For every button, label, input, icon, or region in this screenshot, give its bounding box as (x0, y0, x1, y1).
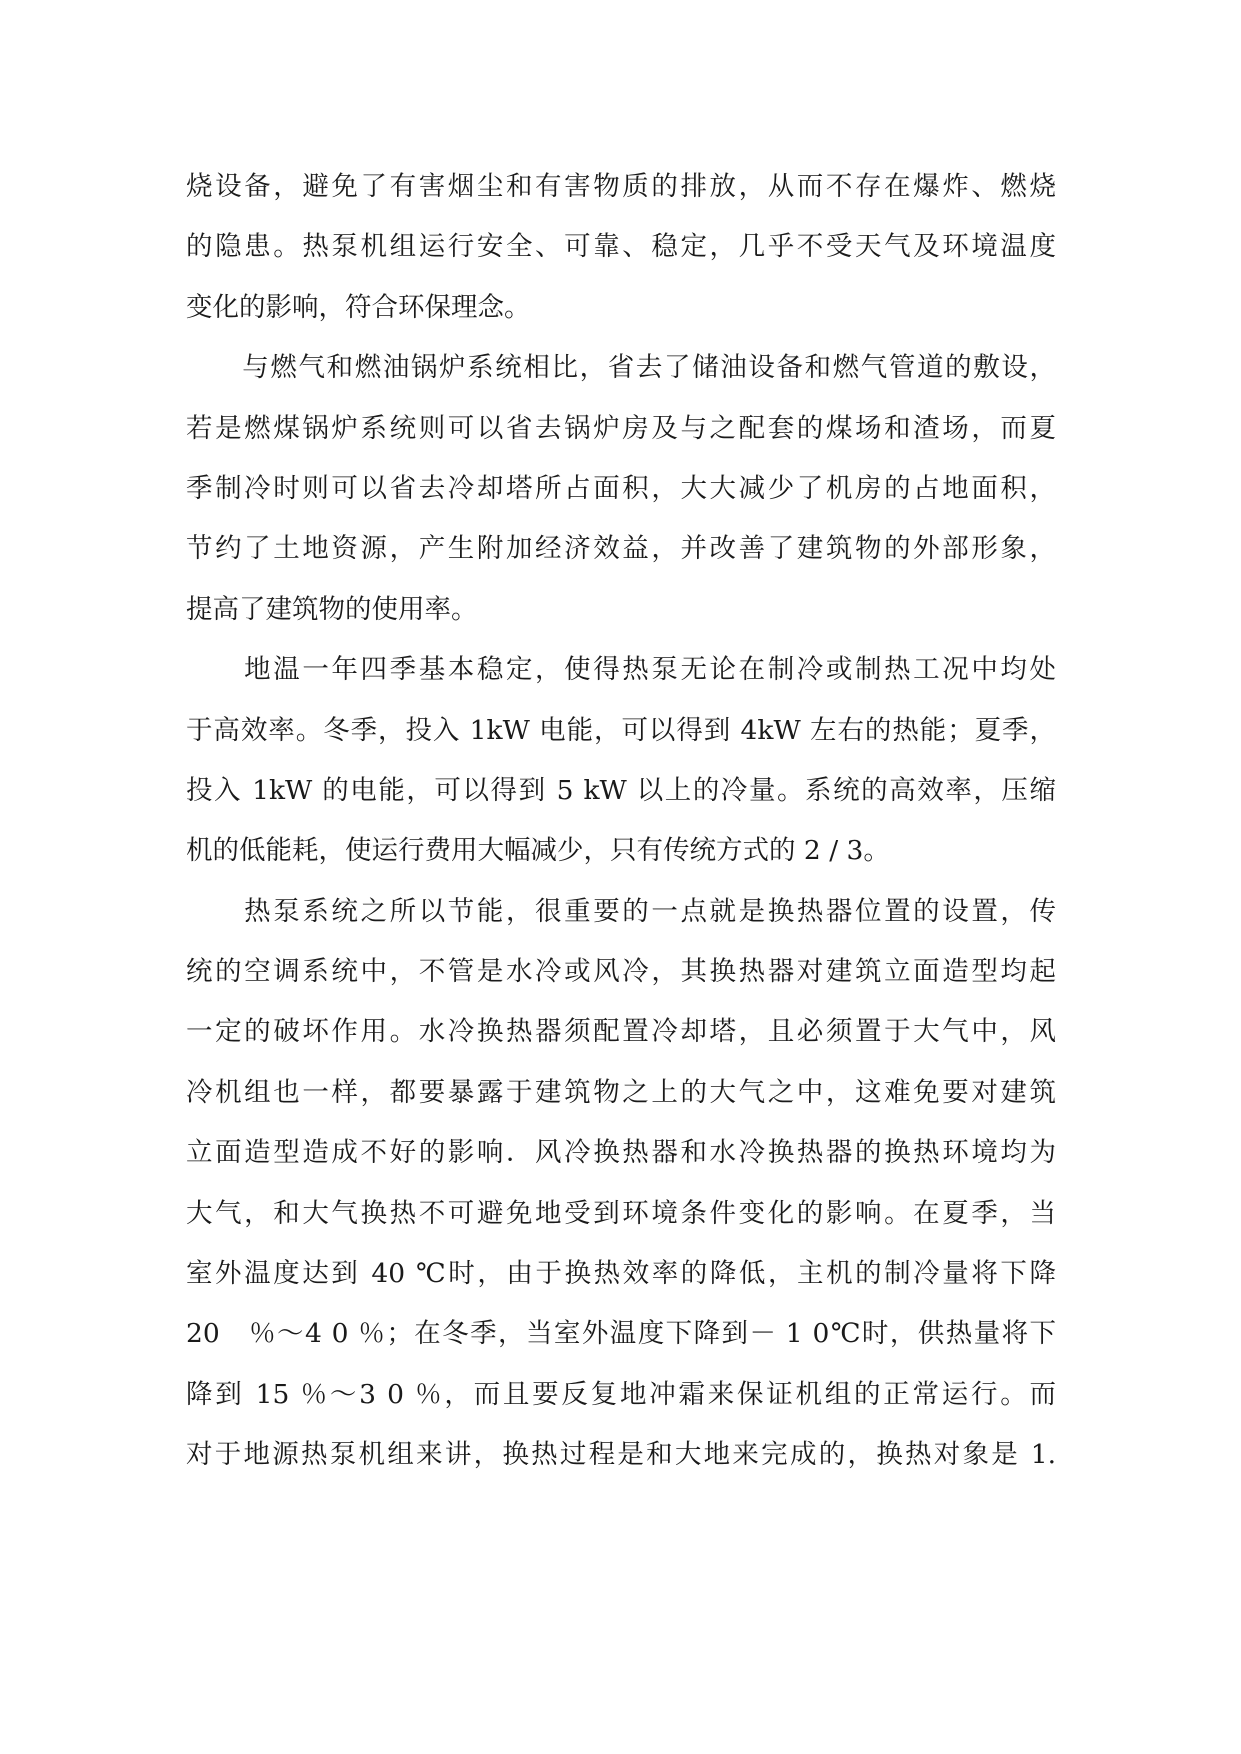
paragraph-4 (186, 882, 1056, 1486)
text-line: 烧设备，避免了有害烟尘和有害物质的排放，从而不存在爆炸、燃烧 (186, 171, 1056, 202)
paragraph-1 (186, 157, 1056, 338)
document-body (186, 157, 1056, 1486)
text-line: 机的低能耗，使运行费用大幅减少，只有传统方式的 2 / 3。 (186, 835, 890, 867)
text-line: 20 ％～4 0 ％；在冬季，当室外温度下降到－ 1 0℃时，供热量将下 (186, 1318, 1056, 1350)
text-line: 变化的影响，符合环保理念。 (186, 291, 531, 323)
text-line: 地温一年四季基本稳定，使得热泵无论在制冷或制热工况中均处 (186, 654, 1056, 686)
text-line: 降到 15 ％～3 0 ％，而且要反复地冲霜来保证机组的正常运行。而 (186, 1378, 1056, 1410)
text-line: 一定的破坏作用。水冷换热器须配置冷却塔，且必须置于大气中，风 (186, 1016, 1056, 1048)
text-line: 的隐患。热泵机组运行安全、可靠、稳定，几乎不受天气及环境温度 (186, 231, 1056, 263)
text-line: 季制冷时则可以省去冷却塔所占面积，大大减少了机房的占地面积， (186, 472, 1056, 504)
text-line: 统的空调系统中，不管是水冷或风冷，其换热器对建筑立面造型均起 (186, 956, 1056, 988)
text-line: 热泵系统之所以节能，很重要的一点就是换热器位置的设置，传 (186, 895, 1056, 927)
text-line: 对于地源热泵机组来讲，换热过程是和大地来完成的，换热对象是 1. (186, 1439, 1056, 1471)
paragraph-2 (186, 338, 1056, 640)
text-line: 投入 1kW 的电能，可以得到 5 kW 以上的冷量。系统的高效率，压缩 (186, 774, 1056, 806)
text-line: 若是燃煤锅炉系统则可以省去锅炉房及与之配套的煤场和渣场，而夏 (186, 412, 1056, 444)
text-line: 立面造型造成不好的影响．风冷换热器和水冷换热器的换热环境均为 (186, 1137, 1056, 1169)
text-line: 室外温度达到 40 ℃时，由于换热效率的降低，主机的制冷量将下降 (186, 1258, 1056, 1290)
paragraph-3 (186, 640, 1056, 882)
text-line: 提高了建筑物的使用率。 (186, 593, 478, 625)
text-line: 冷机组也一样，都要暴露于建筑物之上的大气之中，这难免要对建筑 (186, 1076, 1056, 1108)
text-line: 节约了土地资源，产生附加经济效益，并改善了建筑物的外部形象， (186, 533, 1056, 565)
text-line: 大气，和大气换热不可避免地受到环境条件变化的影响。在夏季，当 (186, 1197, 1056, 1229)
text-line: 与燃气和燃油锅炉系统相比，省去了储油设备和燃气管道的敷设， (186, 352, 1056, 384)
text-line: 于高效率。冬季，投入 1kW 电能，可以得到 4kW 左右的热能；夏季， (186, 714, 1056, 746)
